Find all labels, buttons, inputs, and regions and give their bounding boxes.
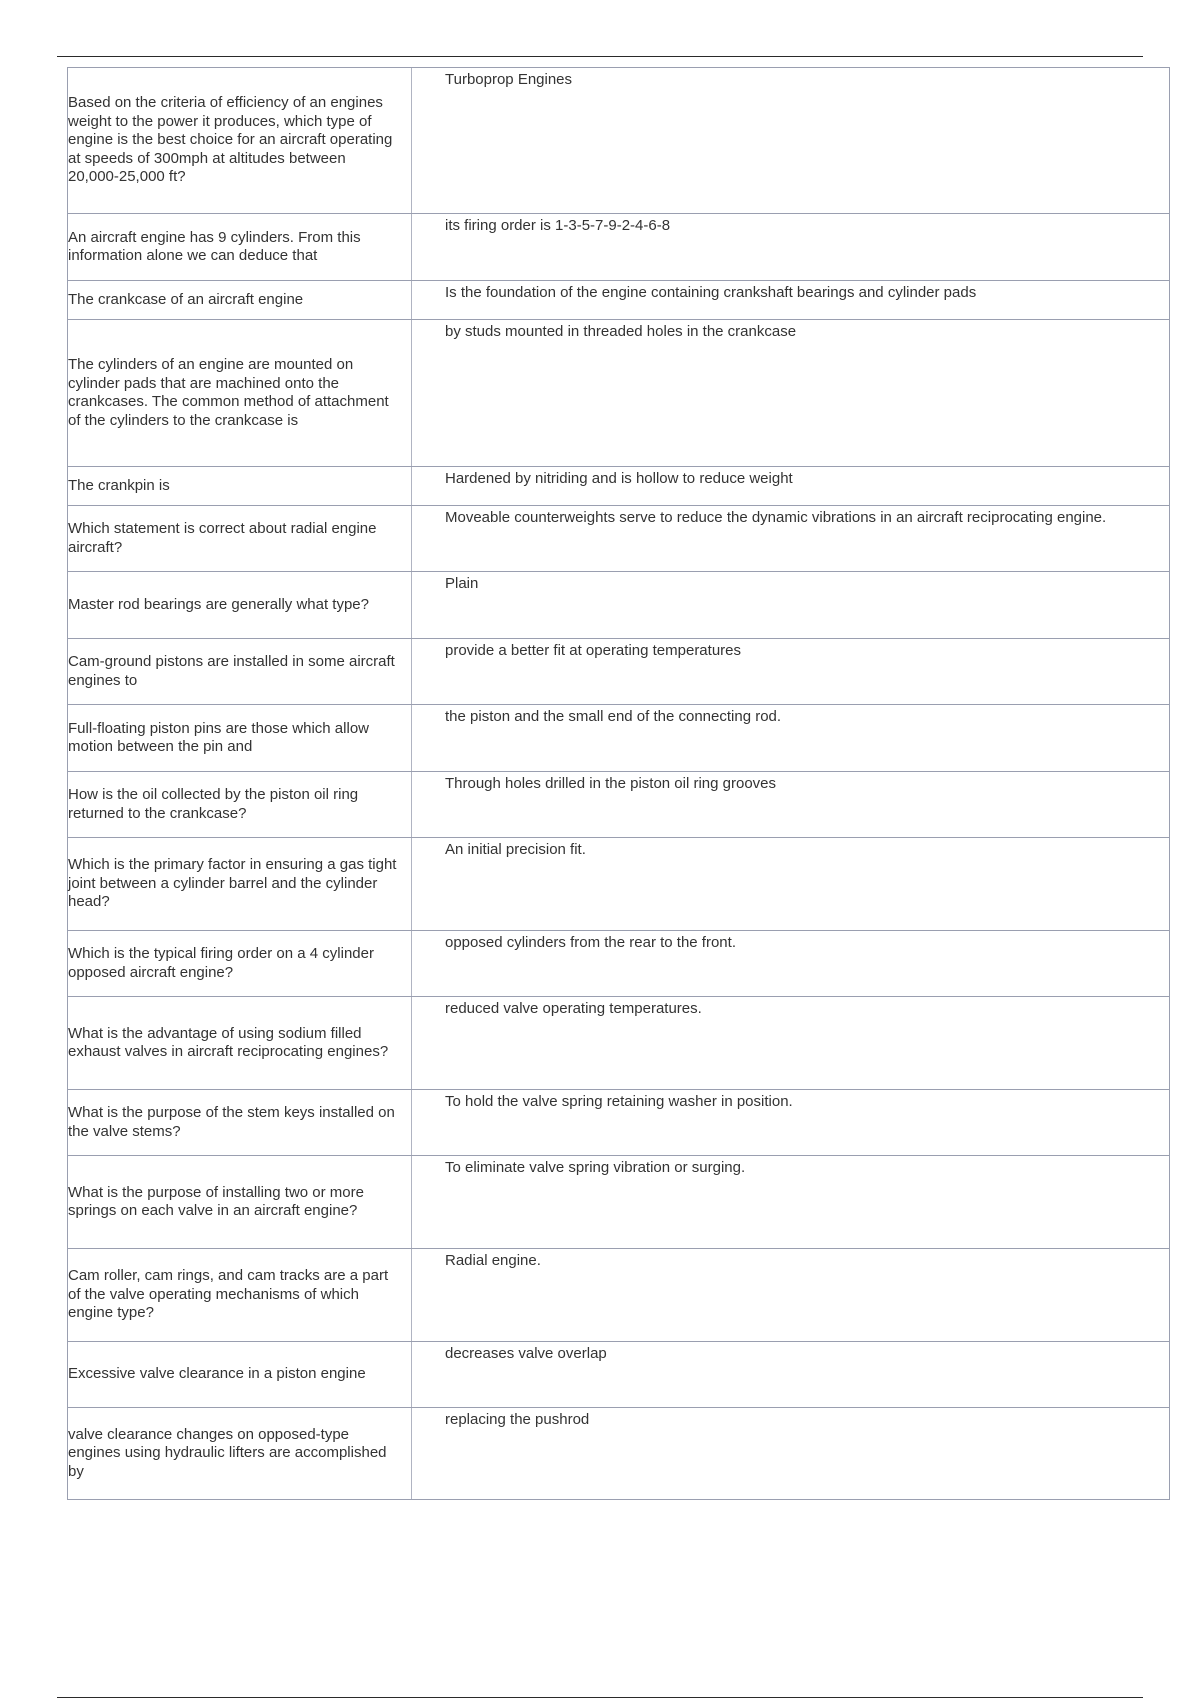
answer-cell: Radial engine. bbox=[445, 1252, 541, 1269]
flashcard-table bbox=[67, 67, 1170, 1500]
answer-cell: by studs mounted in threaded holes in the crankcase bbox=[445, 323, 797, 340]
top-rule bbox=[57, 56, 1143, 57]
table-row bbox=[68, 571, 1169, 638]
table-row bbox=[68, 704, 1169, 771]
answer-cell: reduced valve operating temperatures. bbox=[445, 1000, 702, 1017]
question-cell: Which statement is correct about radial engine aircraft? bbox=[68, 506, 412, 571]
table-row bbox=[68, 771, 1169, 837]
answer-cell: Through holes drilled in the piston oil ring grooves bbox=[445, 775, 777, 792]
table-row bbox=[68, 996, 1169, 1089]
answer-cell: opposed cylinders from the rear to the front. bbox=[445, 934, 736, 951]
question-cell: The crankpin is bbox=[68, 467, 412, 505]
table-row bbox=[68, 1341, 1169, 1407]
table-row bbox=[68, 505, 1169, 571]
question-cell: valve clearance changes on opposed-type engines using hydraulic lifters are accomplished by bbox=[68, 1408, 412, 1499]
question-cell: Full-floating piston pins are those which allow motion between the pin and bbox=[68, 705, 412, 771]
question-cell: What is the purpose of the stem keys installed on the valve stems? bbox=[68, 1090, 412, 1155]
question-cell: Which is the primary factor in ensuring a gas tight joint between a cylinder barrel and the cylinder head? bbox=[68, 838, 412, 930]
question-cell: Cam-ground pistons are installed in some aircraft engines to bbox=[68, 639, 412, 704]
answer-cell: To hold the valve spring retaining washer in position. bbox=[445, 1093, 793, 1110]
question-cell: Based on the criteria of efficiency of an engines weight to the power it produces, which type of engine is the best choice for an aircraft operating at speeds of 300mph at altitudes between 20,000-25,000 ft? bbox=[68, 68, 412, 213]
answer-cell: Turboprop Engines bbox=[445, 71, 573, 88]
answer-cell: the piston and the small end of the connecting rod. bbox=[445, 708, 782, 725]
table-row bbox=[68, 213, 1169, 280]
question-cell: Excessive valve clearance in a piston engine bbox=[68, 1342, 412, 1407]
table-row bbox=[68, 1407, 1169, 1499]
table-row bbox=[68, 68, 1169, 213]
table-row bbox=[68, 280, 1169, 319]
table-row bbox=[68, 1089, 1169, 1155]
table-row bbox=[68, 930, 1169, 996]
question-cell: The crankcase of an aircraft engine bbox=[68, 281, 412, 319]
answer-cell: provide a better fit at operating temperatures bbox=[445, 642, 742, 659]
table-row bbox=[68, 466, 1169, 505]
answer-cell: Hardened by nitriding and is hollow to reduce weight bbox=[445, 470, 793, 487]
question-cell: The cylinders of an engine are mounted on cylinder pads that are machined onto the crankcases. The common method of attachment of the cylinders to the crankcase is bbox=[68, 320, 412, 466]
table-row bbox=[68, 837, 1169, 930]
table-row bbox=[68, 638, 1169, 704]
question-cell: An aircraft engine has 9 cylinders. From this information alone we can deduce that bbox=[68, 214, 412, 280]
table-row bbox=[68, 1248, 1169, 1341]
question-cell: Which is the typical firing order on a 4 cylinder opposed aircraft engine? bbox=[68, 931, 412, 996]
question-cell: What is the purpose of installing two or more springs on each valve in an aircraft engine? bbox=[68, 1156, 412, 1248]
answer-cell: its firing order is 1-3-5-7-9-2-4-6-8 bbox=[445, 217, 671, 234]
answer-cell: decreases valve overlap bbox=[445, 1345, 607, 1362]
table-row bbox=[68, 319, 1169, 466]
answer-cell: An initial precision fit. bbox=[445, 841, 586, 858]
answer-cell: replacing the pushrod bbox=[445, 1411, 590, 1428]
question-cell: What is the advantage of using sodium filled exhaust valves in aircraft reciprocating engines? bbox=[68, 997, 412, 1089]
answer-cell: Is the foundation of the engine containing crankshaft bearings and cylinder pads bbox=[445, 284, 977, 301]
question-cell: Master rod bearings are generally what type? bbox=[68, 572, 412, 638]
question-cell: How is the oil collected by the piston oil ring returned to the crankcase? bbox=[68, 772, 412, 837]
table-row bbox=[68, 1155, 1169, 1248]
answer-cell: To eliminate valve spring vibration or surging. bbox=[445, 1159, 746, 1176]
answer-cell: Plain bbox=[445, 575, 479, 592]
question-cell: Cam roller, cam rings, and cam tracks are a part of the valve operating mechanisms of which engine type? bbox=[68, 1249, 412, 1341]
bottom-rule bbox=[57, 1697, 1143, 1698]
answer-cell: Moveable counterweights serve to reduce the dynamic vibrations in an aircraft reciprocating engine. bbox=[445, 509, 1107, 526]
